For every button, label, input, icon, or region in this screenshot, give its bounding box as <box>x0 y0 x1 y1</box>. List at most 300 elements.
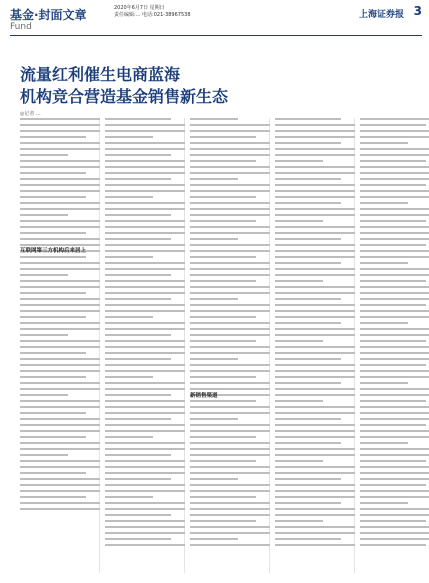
body-text-line <box>20 178 100 180</box>
body-text-line <box>190 196 256 198</box>
body-text-line <box>360 226 429 228</box>
body-text-line <box>105 136 153 138</box>
body-text-line <box>105 124 185 126</box>
body-text-line <box>275 118 341 120</box>
body-text-line <box>275 172 355 174</box>
body-text-line <box>105 388 185 390</box>
body-text-line <box>360 184 426 186</box>
masthead <box>10 4 422 34</box>
body-text-line <box>360 526 429 528</box>
body-text-line <box>20 412 86 414</box>
body-text-line <box>190 460 256 462</box>
body-text-line <box>190 388 270 390</box>
body-text-line <box>275 508 355 510</box>
body-text-line <box>20 304 100 306</box>
body-text-line <box>105 130 185 132</box>
body-text-line <box>275 178 341 180</box>
header-rule <box>10 35 422 36</box>
body-text-line <box>20 502 100 504</box>
body-text-line <box>190 412 270 414</box>
body-text-line <box>275 268 355 270</box>
body-text-line <box>360 286 429 288</box>
body-text-line <box>275 316 355 318</box>
body-text-line <box>275 454 355 456</box>
body-text-line <box>190 274 270 276</box>
body-text-line <box>360 532 429 534</box>
body-text-line <box>105 244 185 246</box>
body-text-line <box>190 526 270 528</box>
body-text-line <box>190 436 256 438</box>
body-text-line <box>20 460 100 462</box>
body-text-line <box>275 304 355 306</box>
body-text-line <box>105 298 171 300</box>
body-text-line <box>20 154 68 156</box>
body-text-line <box>360 406 429 408</box>
body-text-line <box>190 160 256 162</box>
body-text-line <box>275 208 355 210</box>
body-text-line <box>360 214 429 216</box>
body-text-line <box>275 538 341 540</box>
body-text-line <box>105 520 185 522</box>
body-text-line <box>275 442 341 444</box>
body-text-line <box>190 418 238 420</box>
body-text-line <box>105 340 185 342</box>
body-text-line <box>360 232 429 234</box>
subhead-1: 互联网第三方机构后来居上 <box>20 248 87 254</box>
body-text-line <box>360 238 429 240</box>
body-text-line <box>275 352 355 354</box>
body-text-line <box>275 496 355 498</box>
body-text-line <box>360 370 429 372</box>
body-text-line <box>105 478 171 480</box>
body-text-line <box>20 310 100 312</box>
body-text-line <box>275 160 323 162</box>
body-text-line <box>20 484 100 486</box>
body-text-line <box>20 190 100 192</box>
body-text-line <box>360 490 429 492</box>
body-text-line <box>360 334 429 336</box>
body-text-line <box>275 388 355 390</box>
body-text-line <box>190 238 238 240</box>
body-text-line <box>20 376 86 378</box>
body-text-line <box>275 544 355 546</box>
body-text-line <box>20 394 68 396</box>
body-text-line <box>20 286 100 288</box>
body-text-line <box>190 136 256 138</box>
body-text-line <box>190 220 256 222</box>
body-text-line <box>360 442 408 444</box>
body-text-line <box>190 370 270 372</box>
body-text-line <box>275 370 355 372</box>
body-text-line <box>20 442 100 444</box>
body-text-line <box>190 262 270 264</box>
body-text-line <box>190 322 270 324</box>
headline <box>20 64 340 108</box>
body-text-line <box>105 484 185 486</box>
body-text-line <box>20 418 100 420</box>
body-text-line <box>275 286 355 288</box>
body-text-line <box>360 244 426 246</box>
body-text-line <box>105 436 153 438</box>
body-text-line <box>20 136 86 138</box>
body-text-line <box>20 274 68 276</box>
column-3 <box>190 118 270 550</box>
body-text-line <box>275 226 355 228</box>
body-text-line <box>20 436 86 438</box>
body-text-line <box>20 346 100 348</box>
body-text-line <box>190 448 270 450</box>
body-text-line <box>105 292 185 294</box>
body-text-line <box>105 364 185 366</box>
body-text-line <box>360 136 429 138</box>
body-text-line <box>275 526 355 528</box>
body-text-line <box>20 358 100 360</box>
body-text-line <box>190 454 270 456</box>
body-text-line <box>190 316 256 318</box>
body-text-line <box>275 190 355 192</box>
body-text-line <box>190 250 270 252</box>
body-text-line <box>275 166 355 168</box>
body-text-line <box>275 310 355 312</box>
body-text-line <box>360 304 426 306</box>
body-text-line <box>275 124 355 126</box>
body-text-line <box>275 340 323 342</box>
body-text-line <box>20 448 100 450</box>
body-text-line <box>20 322 100 324</box>
body-text-line <box>105 280 185 282</box>
body-text-line <box>360 418 429 420</box>
body-text-line <box>20 130 100 132</box>
body-text-line <box>20 160 100 162</box>
subhead-2: 新销售渠道 <box>190 393 218 399</box>
body-text-line <box>360 484 426 486</box>
body-text-line <box>190 376 256 378</box>
body-text-line <box>275 436 355 438</box>
body-text-line <box>360 316 429 318</box>
body-text-line <box>190 214 270 216</box>
body-text-line <box>190 478 238 480</box>
body-text-line <box>275 346 355 348</box>
body-text-line <box>275 364 355 366</box>
body-text-line <box>360 166 429 168</box>
body-text-line <box>20 364 100 366</box>
body-text-line <box>190 472 270 474</box>
body-text-line <box>190 484 270 486</box>
body-text-line <box>275 532 355 534</box>
body-text-line <box>105 232 185 234</box>
body-text-line <box>105 178 171 180</box>
issue-meta <box>114 5 191 19</box>
body-text-line <box>105 394 171 396</box>
body-text-line <box>275 214 355 216</box>
body-text-line <box>20 490 100 492</box>
body-text-line <box>275 412 355 414</box>
body-text-line <box>275 142 341 144</box>
body-text-line <box>105 466 185 468</box>
body-text-line <box>190 328 270 330</box>
body-text-line <box>360 148 429 150</box>
byline: ◎记者 ... <box>20 111 41 117</box>
body-text-line <box>275 484 355 486</box>
body-text-line <box>20 262 100 264</box>
body-text-line <box>105 406 185 408</box>
body-text-line <box>20 214 68 216</box>
body-text-line <box>105 514 171 516</box>
body-text-line <box>190 202 270 204</box>
body-text-line <box>190 256 256 258</box>
body-text-line <box>275 220 323 222</box>
body-text-line <box>360 124 426 126</box>
body-text-line <box>105 166 185 168</box>
body-text-line <box>275 250 355 252</box>
body-text-line <box>360 448 429 450</box>
body-text-line <box>190 514 270 516</box>
body-text-line <box>360 424 426 426</box>
body-text-line <box>360 520 426 522</box>
body-text-line <box>105 526 185 528</box>
body-text-line <box>190 382 270 384</box>
body-text-line <box>20 496 86 498</box>
body-text-line <box>360 322 408 324</box>
body-text-line <box>360 412 429 414</box>
body-text-line <box>105 532 185 534</box>
body-text-line <box>190 190 270 192</box>
body-text-line <box>275 406 355 408</box>
body-text-line <box>190 538 238 540</box>
body-text-line <box>190 364 270 366</box>
body-text-line <box>275 400 323 402</box>
body-text-line <box>105 274 171 276</box>
body-text-line <box>275 478 341 480</box>
body-text-line <box>105 316 153 318</box>
body-text-line <box>275 196 355 198</box>
body-text-line <box>105 238 171 240</box>
body-text-line <box>275 136 355 138</box>
body-text-line <box>275 514 355 516</box>
body-text-line <box>360 256 429 258</box>
body-text-line <box>190 244 270 246</box>
body-text-line <box>190 520 256 522</box>
body-text-line <box>360 160 426 162</box>
body-text-line <box>20 226 100 228</box>
column-5 <box>360 118 429 550</box>
body-text-line <box>190 286 270 288</box>
body-text-line <box>360 268 429 270</box>
body-text-line <box>275 292 355 294</box>
body-text-line <box>275 472 355 474</box>
body-text-line <box>360 394 429 396</box>
body-text-line <box>105 250 185 252</box>
body-text-line <box>360 172 429 174</box>
body-text-line <box>20 142 100 144</box>
body-text-line <box>275 244 355 246</box>
body-text-line <box>105 460 185 462</box>
body-text-line <box>275 202 341 204</box>
body-text-line <box>105 304 185 306</box>
body-text-line <box>360 298 429 300</box>
body-text-line <box>360 376 429 378</box>
body-text-line <box>105 148 185 150</box>
body-text-line <box>20 352 86 354</box>
body-text-line <box>20 424 100 426</box>
body-text-line <box>20 298 100 300</box>
body-text-line <box>360 508 429 510</box>
body-text-line <box>360 250 429 252</box>
body-text-line <box>105 118 171 120</box>
body-text-line <box>360 358 429 360</box>
body-text-line <box>20 172 86 174</box>
body-text-line <box>360 208 429 210</box>
body-text-line <box>20 478 100 480</box>
body-text-line <box>105 352 185 354</box>
section-title: 基金·封面文章 <box>10 8 87 22</box>
page-number: 3 <box>413 4 422 18</box>
body-text-line <box>105 196 153 198</box>
body-text-line <box>275 322 341 324</box>
body-text-line <box>360 346 429 348</box>
body-text-line <box>105 418 171 420</box>
body-text-line <box>105 142 185 144</box>
body-text-line <box>190 118 238 120</box>
body-text-line <box>190 298 238 300</box>
body-text-line <box>360 514 429 516</box>
body-text-line <box>275 184 355 186</box>
body-text-line <box>360 142 408 144</box>
body-text-line <box>190 280 256 282</box>
body-text-line <box>20 232 86 234</box>
body-text-line <box>360 454 429 456</box>
body-text-line <box>20 220 100 222</box>
body-text-line <box>20 454 68 456</box>
body-text-line <box>105 496 153 498</box>
body-text-line <box>190 400 256 402</box>
body-text-line <box>190 352 270 354</box>
body-text-line <box>105 322 185 324</box>
body-text-line <box>360 220 426 222</box>
body-text-line <box>275 424 355 426</box>
body-text-line <box>105 430 185 432</box>
body-text-line <box>105 454 171 456</box>
body-text-line <box>190 130 270 132</box>
body-text-line <box>20 316 86 318</box>
body-text-line <box>190 154 270 156</box>
body-text-line <box>275 262 341 264</box>
body-text-line <box>20 238 100 240</box>
body-text-line <box>105 154 171 156</box>
body-text-line <box>190 310 270 312</box>
body-text-line <box>360 400 426 402</box>
body-text-line <box>20 292 86 294</box>
body-text-line <box>190 172 270 174</box>
body-text-line <box>105 310 185 312</box>
body-text-line <box>105 400 185 402</box>
body-text-line <box>105 190 185 192</box>
body-text-line <box>190 490 270 492</box>
body-text-line <box>20 340 100 342</box>
body-text-line <box>275 334 355 336</box>
issue-date: 2020年6月7日 星期日 <box>114 5 165 11</box>
body-text-line <box>275 256 355 258</box>
body-text-line <box>360 178 429 180</box>
body-text-line <box>20 208 100 210</box>
body-text-line <box>105 424 185 426</box>
body-text-line <box>360 496 429 498</box>
body-text-line <box>105 334 171 336</box>
body-text-line <box>360 118 429 120</box>
body-text-line <box>20 268 100 270</box>
body-text-line <box>105 448 185 450</box>
body-text-line <box>360 466 429 468</box>
body-text-line <box>20 256 86 258</box>
body-text-line <box>360 190 429 192</box>
body-text-line <box>20 508 100 510</box>
body-text-line <box>190 268 270 270</box>
body-text-line <box>105 160 185 162</box>
body-text-line <box>190 424 270 426</box>
body-text-line <box>190 346 270 348</box>
body-text-line <box>360 202 408 204</box>
body-text-line <box>275 490 355 492</box>
body-text-line <box>190 502 270 504</box>
paper-name: 上海证券报 <box>358 10 404 20</box>
body-text-line <box>105 544 185 546</box>
body-text-line <box>190 532 270 534</box>
body-text-line <box>275 148 355 150</box>
body-text-line <box>20 472 86 474</box>
body-text-line <box>105 172 185 174</box>
body-text-line <box>360 130 429 132</box>
body-text-line <box>360 472 429 474</box>
column-1 <box>20 118 100 514</box>
body-text-line <box>190 292 270 294</box>
body-text-line <box>275 130 355 132</box>
body-text-line <box>105 220 185 222</box>
body-text-line <box>105 538 171 540</box>
body-text-line <box>20 466 100 468</box>
body-text-line <box>275 280 323 282</box>
body-text-line <box>360 340 426 342</box>
body-text-line <box>360 352 429 354</box>
body-text-line <box>275 328 355 330</box>
column-4 <box>275 118 355 550</box>
body-text-line <box>105 286 185 288</box>
body-text-line <box>20 430 100 432</box>
body-text-line <box>105 268 185 270</box>
body-text-line <box>190 232 270 234</box>
body-text-line <box>105 208 185 210</box>
headline-line-1: 流量红利催生电商蓝海 <box>20 65 181 84</box>
body-text-line <box>190 496 256 498</box>
body-text-line <box>190 442 270 444</box>
body-text-line <box>275 274 355 276</box>
body-text-line <box>20 328 100 330</box>
body-text-line <box>105 256 153 258</box>
body-text-line <box>20 370 100 372</box>
body-text-line <box>20 388 100 390</box>
body-text-line <box>360 154 429 156</box>
body-text-line <box>360 430 429 432</box>
body-text-line <box>275 358 341 360</box>
body-text-line <box>360 280 426 282</box>
body-text-line <box>275 154 355 156</box>
body-text-line <box>190 406 270 408</box>
body-text-line <box>360 436 429 438</box>
body-text-line <box>360 292 429 294</box>
body-text-line <box>105 358 171 360</box>
body-text-line <box>190 184 270 186</box>
body-text-line <box>275 520 323 522</box>
body-text-line <box>275 418 341 420</box>
